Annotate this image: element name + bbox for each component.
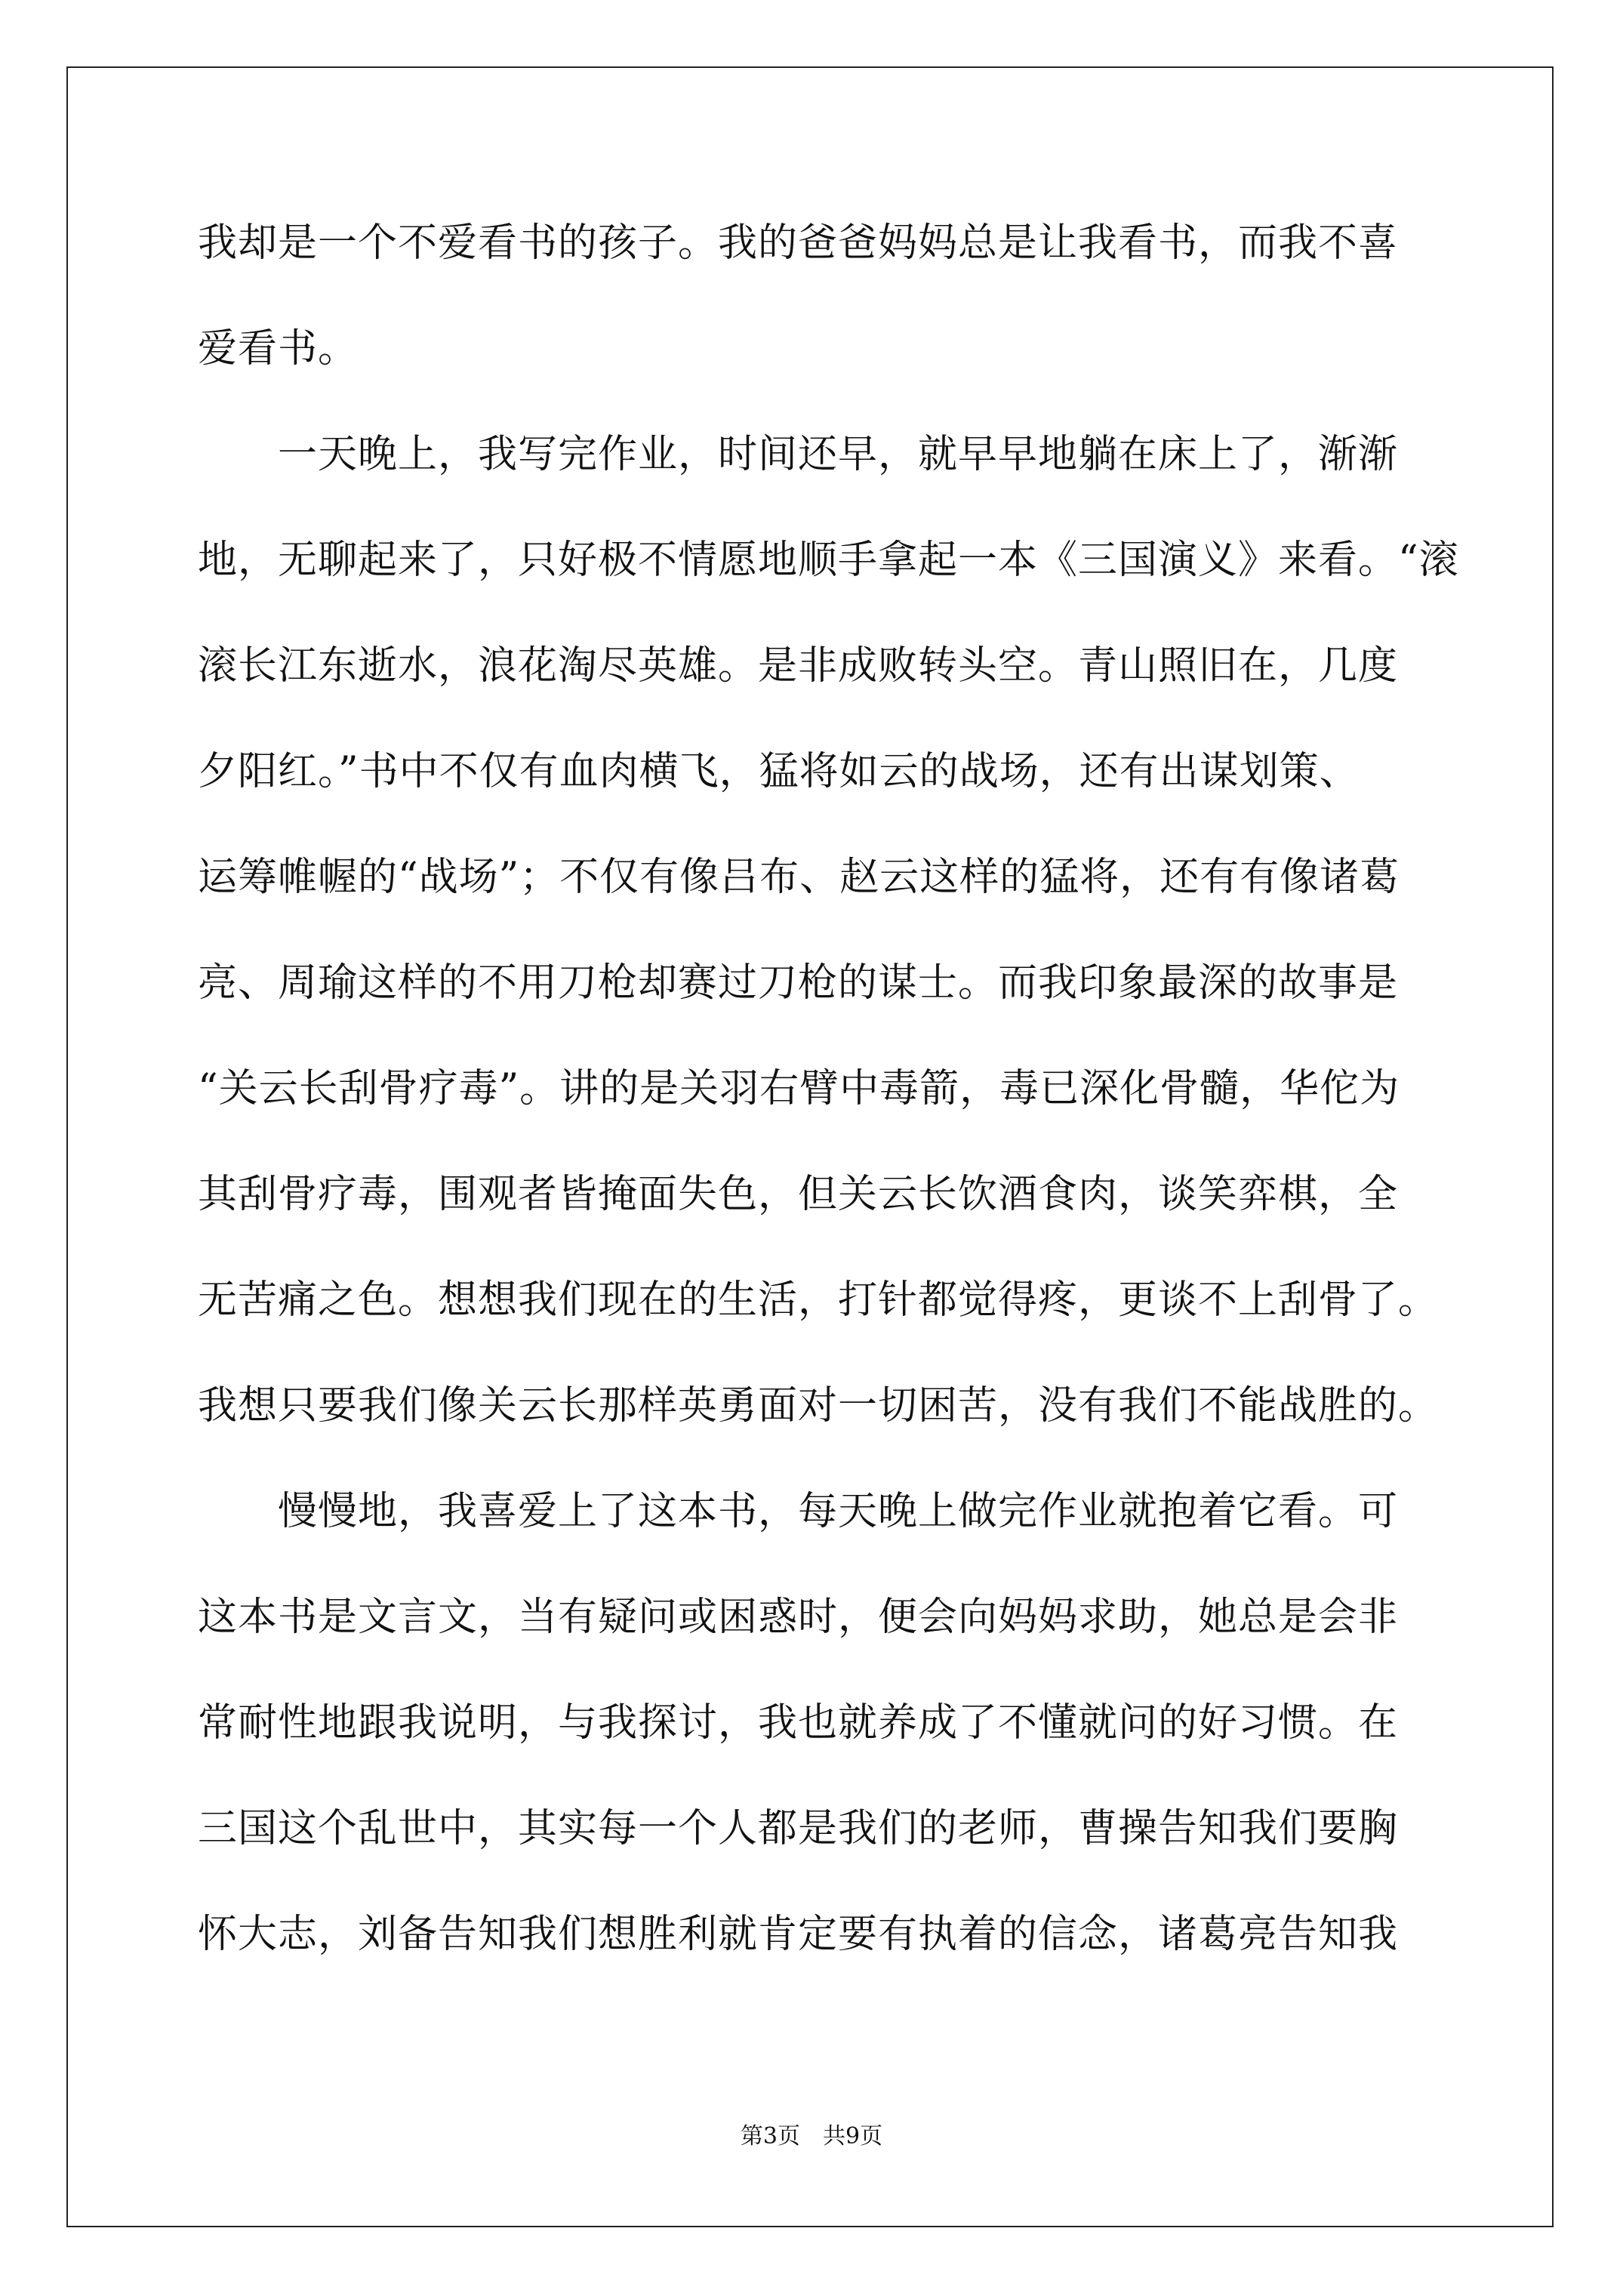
text-line: 无苦痛之色。想想我们现在的生活，打针都觉得疼，更谈不上刮骨了。	[198, 1277, 1439, 1323]
text-line: 我却是一个不爱看书的孩子。我的爸爸妈妈总是让我看书，而我不喜	[198, 220, 1399, 266]
text-line: 一天晚上，我写完作业，时间还早，就早早地躺在床上了，渐渐	[198, 432, 1399, 477]
text-line: 常耐性地跟我说明，与我探讨，我也就养成了不懂就问的好习惯。在	[198, 1700, 1399, 1746]
text-line: 三国这个乱世中，其实每一个人都是我们的老师，曹操告知我们要胸	[198, 1806, 1399, 1851]
text-line: 夕阳红。”书中不仅有血肉横飞，猛将如云的战场，还有出谋划策、	[198, 749, 1360, 794]
text-line: 运筹帷幄的“战场”；不仅有像吕布、赵云这样的猛将，还有有像诸葛	[198, 855, 1400, 900]
text-line: 怀大志，刘备告知我们想胜利就肯定要有执着的信念，诸葛亮告知我	[198, 1912, 1399, 1957]
text-line: 这本书是文言文，当有疑问或困惑时，便会向妈妈求助，她总是会非	[198, 1595, 1399, 1640]
text-line: 亮、周瑜这样的不用刀枪却赛过刀枪的谋士。而我印象最深的故事是	[198, 960, 1399, 1006]
page-number: 第3页 共9页	[740, 2123, 883, 2150]
text-line: “关云长刮骨疗毒”。讲的是关羽右臂中毒箭，毒已深化骨髓，华佗为	[198, 1066, 1400, 1111]
text-line: 滚长江东逝水，浪花淘尽英雄。是非成败转头空。青山照旧在，几度	[198, 643, 1399, 689]
text-line: 其刮骨疗毒，围观者皆掩面失色，但关云长饮酒食肉，谈笑弈棋，全	[198, 1172, 1399, 1217]
text-line: 地，无聊起来了，只好极不情愿地顺手拿起一本《三国演义》来看。“滚	[198, 538, 1459, 583]
text-line: 我想只要我们像关云长那样英勇面对一切困苦，没有我们不能战胜的。	[198, 1383, 1439, 1428]
text-line: 爱看书。	[198, 326, 359, 371]
document-body	[198, 190, 1459, 1987]
text-line: 慢慢地，我喜爱上了这本书，每天晚上做完作业就抱着它看。可	[198, 1489, 1399, 1534]
